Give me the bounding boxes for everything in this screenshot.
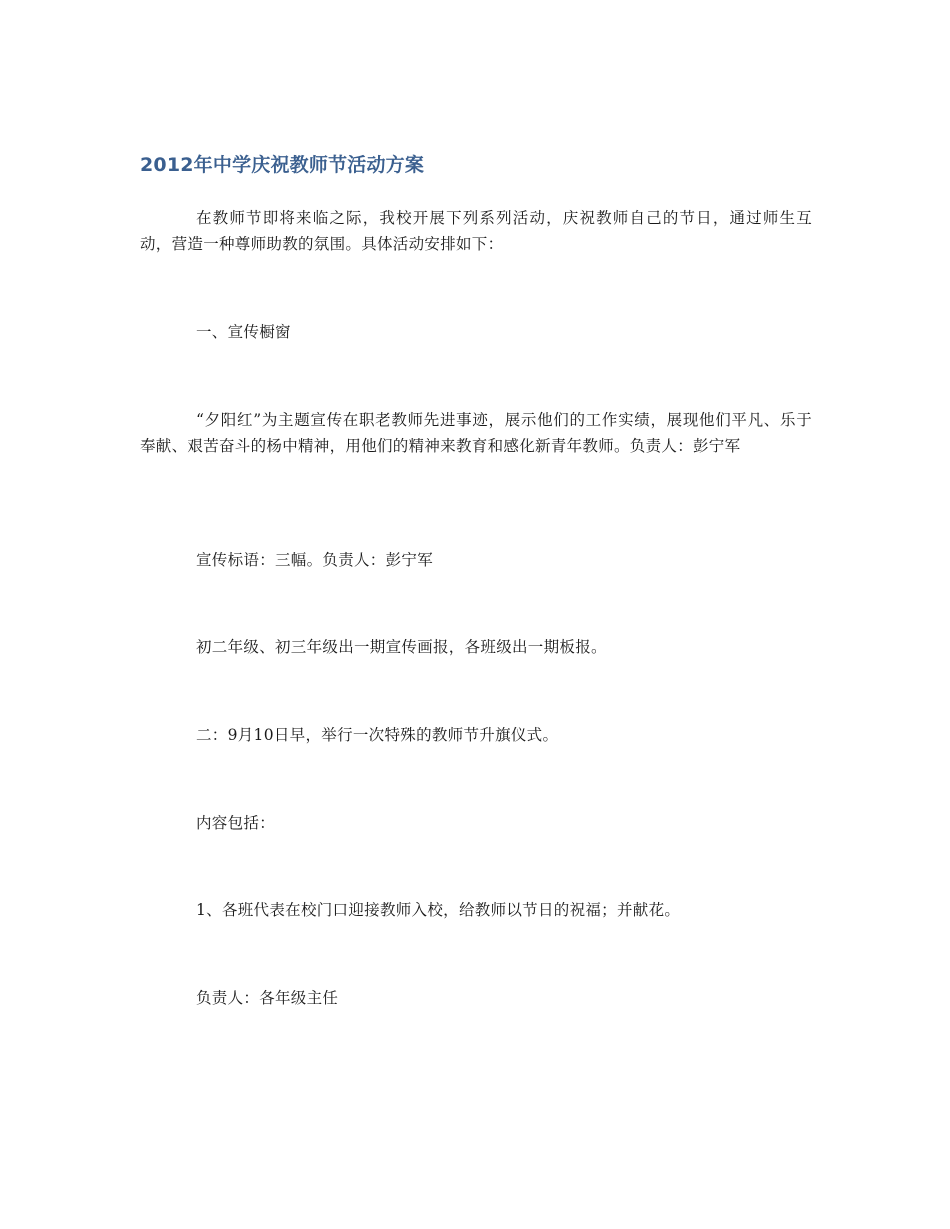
- item1-owner: 负责人：各年级主任: [196, 989, 339, 1007]
- content-label: 内容包括：: [196, 814, 276, 832]
- grade-line: 初二年级、初三年级出一期宣传画报，各班级出一期板报。: [196, 638, 607, 656]
- intro-paragraph: 在教师节即将来临之际，我校开展下列系列活动，庆祝教师自己的节日，通过师生互动，营造一种尊师助教的氛围。具体活动安排如下：: [140, 209, 812, 253]
- section2-heading: 二：9月10日早，举行一次特殊的教师节升旗仪式。: [196, 726, 559, 744]
- section1-heading: 一、宣传橱窗: [196, 323, 291, 341]
- document-title: 2012年中学庆祝教师节活动方案: [140, 154, 425, 176]
- slogan-line: 宣传标语：三幅。负责人：彭宁军: [196, 551, 434, 569]
- section1-body: “夕阳红”为主题宣传在职老教师先进事迹，展示他们的工作实绩，展现他们平凡、乐于奉献、艰苦奋斗的杨中精神，用他们的精神来教育和感化新青年教师。负责人：彭宁军: [140, 411, 812, 455]
- item1-text: 1、各班代表在校门口迎接教师入校，给教师以节日的祝福；并献花。: [196, 901, 681, 919]
